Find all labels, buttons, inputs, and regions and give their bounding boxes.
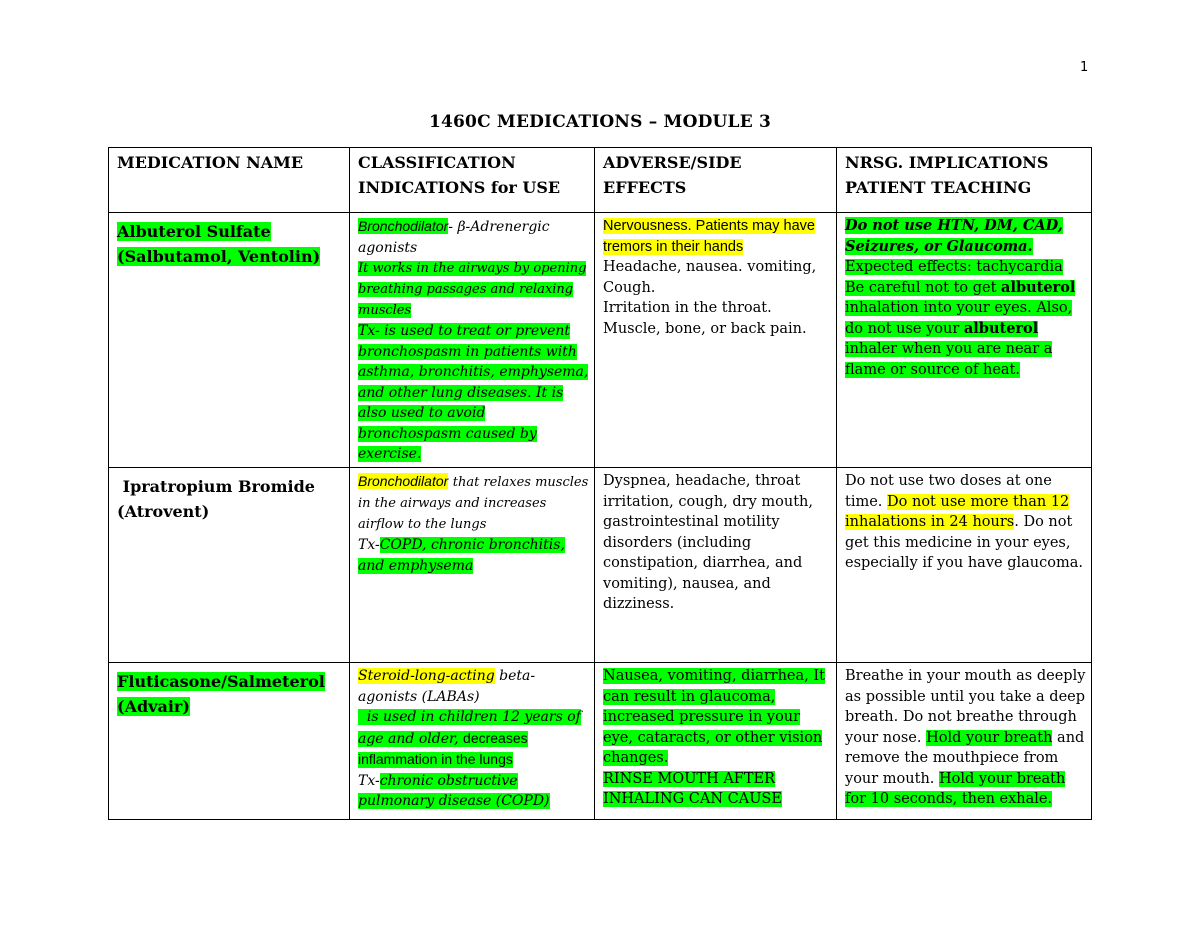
medications-table [108,147,1092,820]
table-row [109,468,1092,663]
table-row [109,213,1092,468]
adverse-effects-cell: Nervousness. Patients may have tremors in their hands Headache, nausea. vomiting, Cough. Irritation in the throat. Muscle, bone, or back pain. [595,213,837,468]
medication-name-cell: Albuterol Sulfate (Salbutamol, Ventolin) [109,213,350,468]
page-number: 1 [1080,60,1089,75]
medication-name-cell: Ipratropium Bromide (Atrovent) [109,468,350,663]
header-nursing-implications: NRSG. IMPLICATIONS PATIENT TEACHING [837,148,1092,213]
header-classification: CLASSIFICATION INDICATIONS for USE [350,148,595,213]
nursing-implications-cell: Do not use two doses at one time. Do not use more than 12 inhalations in 24 hours. Do not get this medicine in your eyes, especially if you have glaucoma. [837,468,1092,663]
classification-cell: Bronchodilator that relaxes muscles in the airways and increases airflow to the lungs Tx-COPD, chronic bronchitis, and emphysema [350,468,595,663]
page-title: 1460C MEDICATIONS – MODULE 3 [428,112,772,132]
classification-cell: Bronchodilator- β-Adrenergic agonists It works in the airways by opening breathing passages and relaxing muscles Tx- is used to treat or prevent bronchospasm in patients with asthma, bronchitis, emphysema, and other lung diseases. It is also used to avoid bronchospasm caused by exercise. [350,213,595,468]
header-medication-name: MEDICATION NAME [109,148,350,213]
classification-cell: Steroid-long-acting beta-agonists (LABAs) is used in children 12 years of age and older, decreases inflammation in the lungs Tx-chronic obstructive pulmonary disease (COPD) [350,663,595,820]
medication-name-cell: Fluticasone/Salmeterol (Advair) [109,663,350,820]
adverse-effects-cell: Dyspnea, headache, throat irritation, cough, dry mouth, gastrointestinal motility disorders (including constipation, diarrhea, and vomiting), nausea, and dizziness. [595,468,837,663]
adverse-effects-cell: Nausea, vomiting, diarrhea, It can result in glaucoma, increased pressure in your eye, cataracts, or other vision changes. RINSE MOUTH AFTER INHALING CAN CAUSE [595,663,837,820]
nursing-implications-cell: Breathe in your mouth as deeply as possible until you take a deep breath. Do not breathe through your nose. Hold your breath and remove the mouthpiece from your mouth. Hold your breath for 10 seconds, then exhale. [837,663,1092,820]
table-row [109,663,1092,820]
nursing-implications-cell: Do not use HTN, DM, CAD, Seizures, or Glaucoma. Expected effects: tachycardia Be careful not to get albuterol inhalation into your eyes. Also, do not use your albuterol inhaler when you are near a flame or source of heat. [837,213,1092,468]
table-header-row [109,148,1092,213]
header-adverse-effects: ADVERSE/SIDE EFFECTS [595,148,837,213]
